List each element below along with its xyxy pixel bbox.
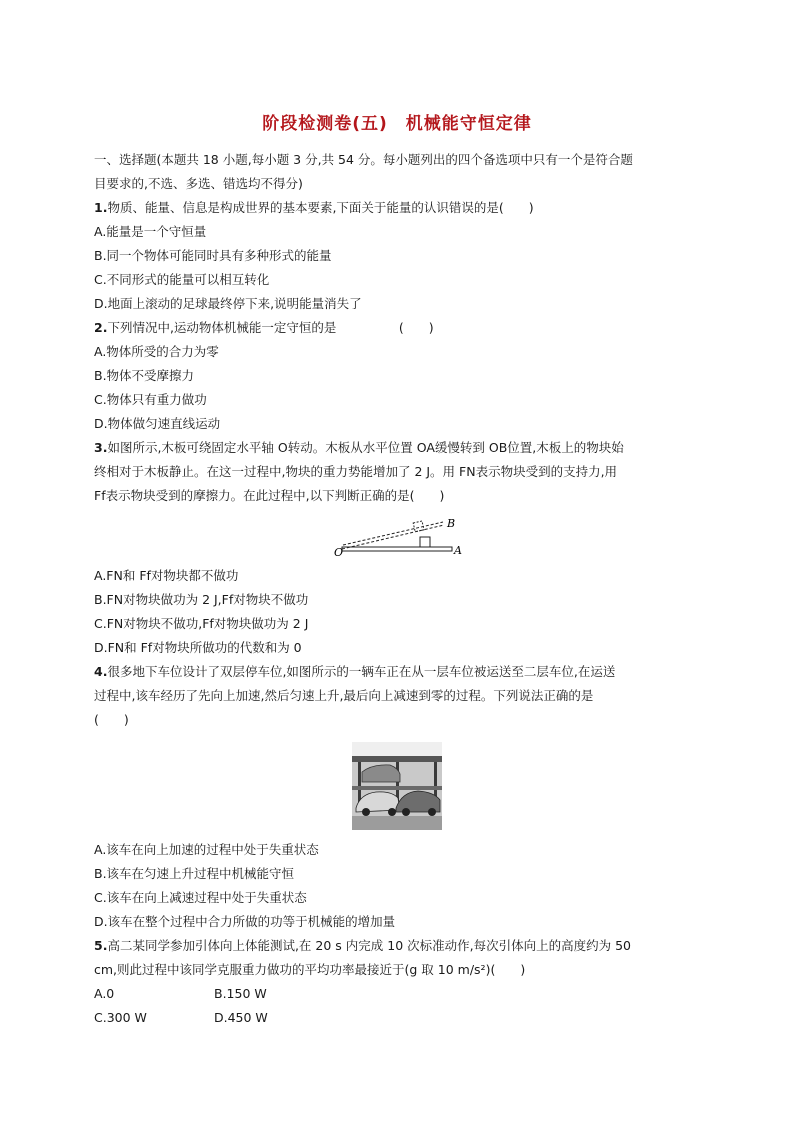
question-1-stem xyxy=(94,196,700,220)
label-a: A xyxy=(454,544,462,557)
question-3-number: 3. xyxy=(94,440,108,455)
q3-option-a: A.FN和 Ff对物块都不做功 xyxy=(94,568,239,583)
question-3-stem-line3: Ff表示物块受到的摩擦力。在此过程中,以下判断正确的是( ) xyxy=(94,488,445,503)
page-title: 阶段检测卷(五) 机械能守恒定律 xyxy=(262,114,532,134)
wheel xyxy=(388,808,396,816)
q4-option-a: A.该车在向上加速的过程中处于失重状态 xyxy=(94,842,319,857)
question-content xyxy=(94,148,700,1030)
q1-option-b: B.同一个物体可能同时具有多种形式的能量 xyxy=(94,248,332,263)
wheel xyxy=(362,808,370,816)
q5-option-b: B.150 W xyxy=(214,986,267,1001)
q4-option-c: C.该车在向上减速过程中处于失重状态 xyxy=(94,890,307,905)
question-5-number: 5. xyxy=(94,938,108,953)
lower-platform xyxy=(352,786,442,790)
q5-options-row2 xyxy=(94,1006,700,1030)
wheel xyxy=(402,808,410,816)
question-2-number: 2. xyxy=(94,320,108,335)
wheel xyxy=(428,808,436,816)
q5-option-c: C.300 W xyxy=(94,1010,147,1025)
section-header-line2: 目要求的,不选、多选、错选均不得分) xyxy=(94,176,303,191)
q3-option-b: B.FN对物块做功为 2 J,Ff对物块不做功 xyxy=(94,592,309,607)
q5-options-row1 xyxy=(94,982,700,1006)
q1-option-a: A.能量是一个守恒量 xyxy=(94,224,207,239)
label-o: O xyxy=(334,546,344,559)
question-1-number: 1. xyxy=(94,200,108,215)
q5-option-d: D.450 W xyxy=(214,1010,268,1025)
board-ob-edge xyxy=(343,522,443,545)
question-4-stem-line1 xyxy=(94,660,700,684)
q2-option-b: B.物体不受摩擦力 xyxy=(94,368,195,383)
question-2-stem xyxy=(94,316,700,340)
q2-option-c: C.物体只有重力做功 xyxy=(94,392,207,407)
board-oa xyxy=(342,547,452,551)
parking-garage-photo xyxy=(352,742,442,830)
section-header-line1: 一、选择题(本题共 18 小题,每小题 3 分,共 54 分。每小题列出的四个备选项中只有一个是符合题 xyxy=(94,152,633,167)
question-4-stem-line2: 过程中,该车经历了先向上加速,然后匀速上升,最后向上减速到零的过程。下列说法正确的是 xyxy=(94,688,594,703)
question-4-stem-line3: ( ) xyxy=(94,712,129,727)
rotating-board-figure xyxy=(334,514,464,560)
photo-ceiling xyxy=(352,742,442,756)
question-3-stem-line2: 终相对于木板静止。在这一过程中,物块的重力势能增加了 2 J。用 FN表示物块受到的支持力,用 xyxy=(94,464,618,479)
q2-option-a: A.物体所受的合力为零 xyxy=(94,344,219,359)
question-4-number: 4. xyxy=(94,664,108,679)
question-2-text: 下列情况中,运动物体机械能一定守恒的是 ( ) xyxy=(107,320,434,335)
block-on-oa xyxy=(420,537,430,547)
q1-option-d: D.地面上滚动的足球最终停下来,说明能量消失了 xyxy=(94,296,362,311)
question-3-text-1: 如图所示,木板可绕固定水平轴 O转动。木板从水平位置 OA缓慢转到 OB位置,木板上的物块始 xyxy=(107,440,624,455)
question-4-text-1: 很多地下车位设计了双层停车位,如图所示的一辆车正在从一层车位被运送至二层车位,在运送 xyxy=(107,664,616,679)
q5-option-a: A.0 xyxy=(94,986,115,1001)
label-b: B xyxy=(447,517,456,530)
q2-option-d: D.物体做匀速直线运动 xyxy=(94,416,221,431)
upper-platform xyxy=(352,756,442,762)
q1-option-c: C.不同形式的能量可以相互转化 xyxy=(94,272,270,287)
q3-option-c: C.FN对物块不做功,Ff对物块做功为 2 J xyxy=(94,616,309,631)
q4-option-b: B.该车在匀速上升过程中机械能守恒 xyxy=(94,866,295,881)
question-1-text: 物质、能量、信息是构成世界的基本要素,下面关于能量的认识错误的是( ) xyxy=(107,200,534,215)
question-5-stem-line2: cm,则此过程中该同学克服重力做功的平均功率最接近于(g 取 10 m/s²)( ) xyxy=(94,962,526,977)
question-3-stem-line1 xyxy=(94,436,700,460)
q3-option-d: D.FN和 Ff对物块所做功的代数和为 0 xyxy=(94,640,302,655)
photo-floor xyxy=(352,816,442,830)
question-5-text-1: 高二某同学参加引体向上体能测试,在 20 s 内完成 10 次标准动作,每次引体向上的高度约为 50 xyxy=(107,938,631,953)
q4-option-d: D.该车在整个过程中合力所做的功等于机械能的增加量 xyxy=(94,914,396,929)
question-5-stem-line1 xyxy=(94,934,700,958)
